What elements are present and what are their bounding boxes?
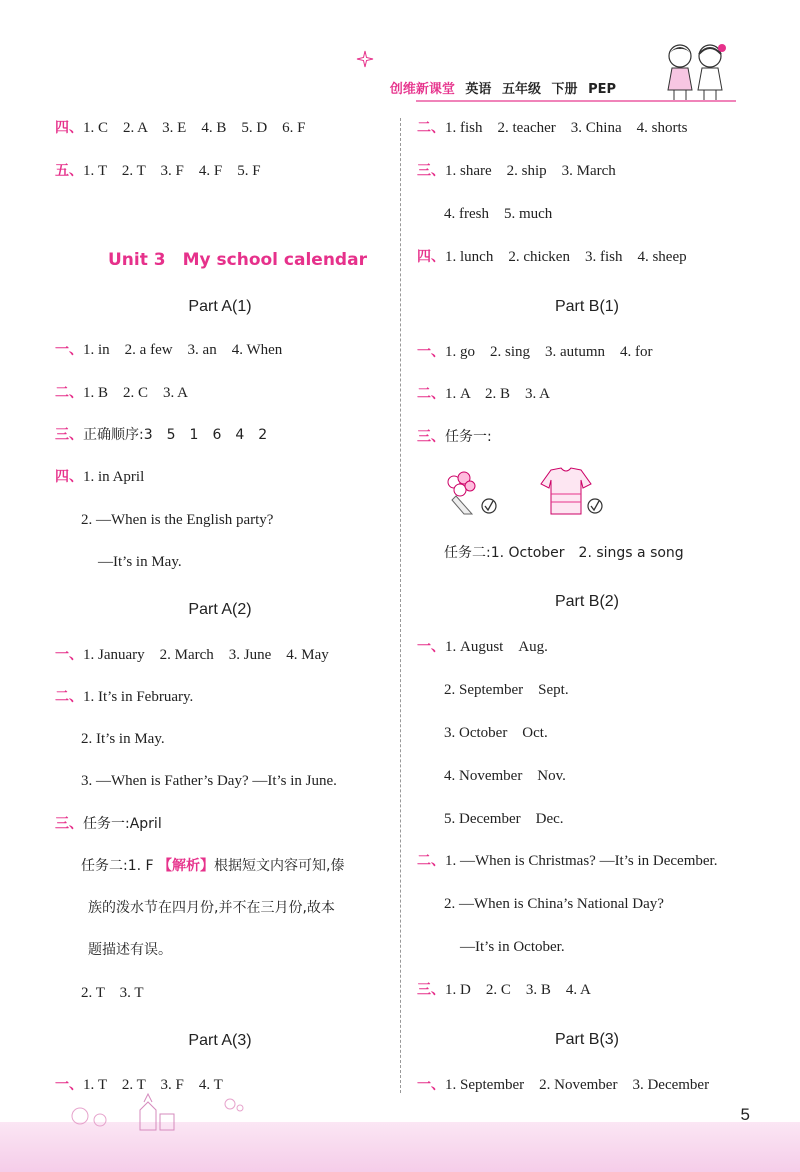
answer-text: 任务二:1. October 2. sings a song (444, 545, 684, 561)
header-grade: 五年级 (501, 82, 541, 97)
answer-line (55, 467, 144, 487)
header-volume: 下册 (551, 82, 578, 97)
answer-line (81, 856, 344, 876)
part-title: Part A(1) (188, 298, 252, 315)
answer-line (417, 851, 717, 871)
answer-text: 1. September 2. November 3. December (445, 1077, 710, 1093)
answer-text: 1. —When is Christmas? —It’s in December. (445, 853, 718, 869)
answer-line: 族的泼水节在四月份,并不在三月份,故本 (88, 900, 335, 916)
section-number: 三、 (55, 427, 83, 443)
answer-line: 2. September Sept. (444, 682, 569, 698)
answer-line: —It’s in October. (460, 939, 565, 955)
answer-line (417, 342, 653, 362)
section-number: 一、 (55, 1077, 83, 1093)
answer-line (55, 814, 162, 834)
section-number: 二、 (55, 689, 83, 705)
header-subject: 英语 (465, 82, 492, 97)
section-number: 一、 (417, 1077, 445, 1093)
section-number: 四、 (55, 469, 83, 485)
answer-text: 1. T 2. T 3. F 4. F 5. F (83, 163, 261, 179)
answer-text: 1. T 2. T 3. F 4. T (83, 1077, 223, 1093)
answer-line: 4. November Nov. (444, 768, 566, 784)
answer-text: 正确顺序:3 5 1 6 4 2 (83, 427, 268, 443)
section-number: 二、 (417, 386, 445, 402)
castle-decoration-icon (60, 1090, 260, 1134)
answer-line (417, 384, 550, 404)
answer-text: 任务二:1. F (81, 858, 159, 874)
answer-line: 2. T 3. T (81, 985, 144, 1001)
part-title: Part A(2) (188, 601, 252, 618)
column-divider (400, 118, 401, 1093)
answer-text: 根据短文内容可知,傣 (214, 858, 345, 874)
answer-line: 3. —When is Father’s Day? —It’s in June. (81, 773, 337, 789)
unit-title: Unit 3 My school calendar (108, 250, 367, 270)
answer-text: 1. C 2. A 3. E 4. B 5. D 6. F (83, 120, 306, 136)
sweater-picture (535, 466, 605, 520)
section-number: 三、 (417, 163, 445, 179)
answer-text: 1. fish 2. teacher 3. China 4. shorts (445, 120, 688, 136)
answer-line (55, 425, 267, 445)
answer-line (417, 1075, 709, 1095)
answer-line (417, 161, 616, 181)
answer-line (417, 427, 492, 447)
flowers-picture (442, 470, 502, 518)
answer-line (55, 340, 282, 360)
answer-line: 2. It’s in May. (81, 731, 165, 747)
part-title: Part A(3) (188, 1032, 252, 1049)
answer-line (444, 543, 684, 563)
answer-line: —It’s in May. (98, 554, 182, 570)
section-number: 五、 (55, 163, 83, 179)
section-number: 二、 (417, 853, 445, 869)
answer-line (55, 118, 306, 138)
answer-line (417, 637, 548, 657)
answer-text: 1. A 2. B 3. A (445, 386, 551, 402)
header-edition: PEP (588, 82, 616, 97)
answer-text: 1. go 2. sing 3. autumn 4. for (445, 344, 653, 360)
section-number: 三、 (55, 816, 83, 832)
section-number: 一、 (417, 639, 445, 655)
answer-line (55, 383, 188, 403)
answer-text: 1. lunch 2. chicken 3. fish 4. sheep (445, 249, 687, 265)
answer-text: 1. It’s in February. (83, 689, 194, 705)
answer-line: 2. —When is China’s National Day? (444, 896, 664, 912)
page-number: 5 (740, 1105, 750, 1124)
brand-name: 创维新课堂 (389, 82, 455, 97)
answer-text: 1. August Aug. (445, 639, 548, 655)
section-number: 一、 (55, 342, 83, 358)
answer-text: 1. D 2. C 3. B 4. A (445, 982, 591, 998)
section-number: 三、 (417, 429, 445, 445)
answer-text: 任务一: (445, 429, 492, 445)
answer-text: 任务一:April (83, 816, 162, 832)
answer-text: 1. January 2. March 3. June 4. May (83, 647, 329, 663)
answer-text: 1. share 2. ship 3. March (445, 163, 616, 179)
answer-text: 1. B 2. C 3. A (83, 385, 189, 401)
header-brand (390, 78, 616, 97)
answer-line: 2. —When is the English party? (81, 512, 274, 528)
part-title: Part B(1) (554, 298, 619, 315)
kids-illustration (656, 40, 736, 102)
section-number: 四、 (417, 249, 445, 265)
answer-line (417, 980, 591, 1000)
answer-line (417, 118, 687, 138)
answer-line: 3. October Oct. (444, 725, 548, 741)
answer-line (55, 645, 329, 665)
answer-text: 1. in April (83, 469, 145, 485)
answer-line (55, 161, 261, 181)
section-number: 二、 (55, 385, 83, 401)
answer-line: 5. December Dec. (444, 811, 564, 827)
page-header (356, 40, 736, 110)
answer-line (55, 687, 193, 707)
sparkle-icon (356, 50, 374, 68)
section-number: 一、 (55, 647, 83, 663)
part-title: Part B(2) (554, 593, 619, 610)
answer-line: 题描述有误。 (88, 942, 172, 958)
answer-line: 4. fresh 5. much (444, 206, 553, 222)
part-title: Part B(3) (554, 1031, 619, 1048)
section-number: 三、 (417, 982, 445, 998)
analysis-tag: 【解析】 (158, 858, 215, 874)
answer-line (417, 247, 687, 267)
section-number: 二、 (417, 120, 445, 136)
section-number: 四、 (55, 120, 83, 136)
answer-text: 1. in 2. a few 3. an 4. When (83, 342, 283, 358)
section-number: 一、 (417, 344, 445, 360)
